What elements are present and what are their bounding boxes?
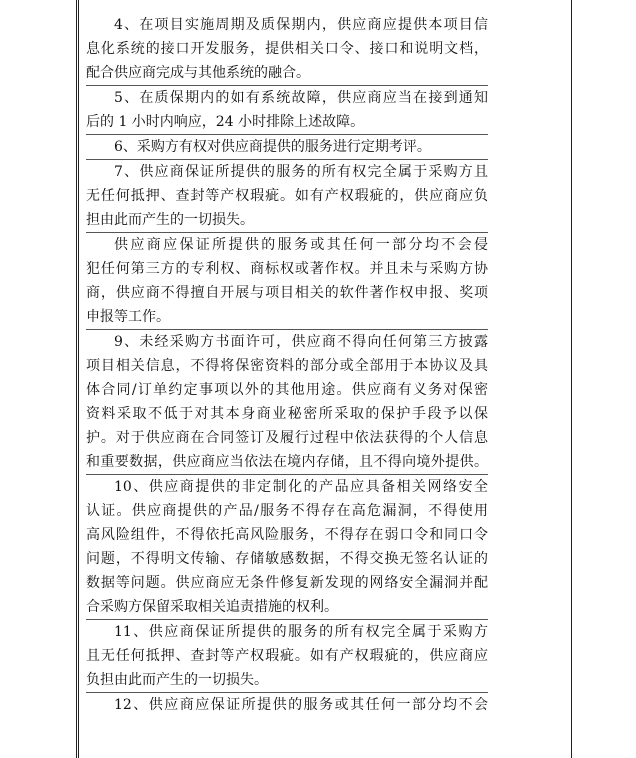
text-line: 4、在项目实施周期及质保期内，供应商应提供本项目信: [114, 17, 488, 33]
text-line: 高风险组件，不得依托高风险服务，不得存在弱口令和同口令: [86, 527, 488, 543]
clause-6: [86, 134, 488, 159]
clause-8: [86, 232, 488, 329]
text-line: 认证。供应商提供的产品/服务不得存在高危漏洞，不得使用: [86, 503, 488, 519]
text-line: 6、采购方有权对供应商提供的服务进行定期考评。: [114, 139, 431, 155]
clause-5: [86, 85, 488, 134]
text-line: 11、供应商保证所提供的服务的所有权完全属于采购方: [114, 624, 488, 640]
text-line: 担由此而产生的一切损失。: [86, 212, 254, 228]
clause-9: [86, 329, 488, 474]
text-line: 问题，不得明文传输、存储敏感数据，不得交换无签名认证的: [86, 551, 488, 567]
text-line: 犯任何第三方的专利权、商标权或著作权。并且未与采购方协: [86, 261, 488, 277]
text-line: 申报等工作。: [86, 309, 170, 325]
clause-12: [86, 692, 488, 717]
text-line: 体合同/订单约定事项以外的其他用途。供应商有义务对保密: [86, 382, 488, 398]
column-divider: [78, 0, 79, 758]
contract-terms: [86, 13, 488, 717]
text-line: 9、未经采购方书面许可，供应商不得向任何第三方披露: [114, 334, 488, 350]
text-line: 且无任何抵押、查封等产权瑕疵。如有产权瑕疵的，供应商应: [86, 648, 488, 664]
text-line: 12、供应商应保证所提供的服务或其任何一部分均不会: [114, 697, 488, 713]
text-line: 护。对于供应商在合同签订及履行过程中依法获得的个人信息: [86, 430, 488, 446]
text-line: 和重要数据，供应商应当依法在境内存储，且不得向境外提供。: [86, 454, 488, 470]
text-line: 无任何抵押、查封等产权瑕疵。如有产权瑕疵的，供应商应负: [86, 188, 488, 204]
text-line: 7、供应商保证所提供的服务的所有权完全属于采购方且: [114, 164, 488, 180]
clause-11: [86, 619, 488, 692]
text-line: 配合供应商完成与其他系统的融合。: [86, 65, 310, 81]
text-line: 资料采取不低于对其本身商业秘密所采取的保护手段予以保: [86, 406, 488, 422]
text-line: 5、在质保期内的如有系统故障，供应商应当在接到通知: [114, 90, 488, 106]
text-line: 负担由此而产生的一切损失。: [86, 672, 268, 688]
text-line: 项目相关信息，不得将保密资料的部分或全部用于本协议及具: [86, 358, 488, 374]
clause-10: [86, 474, 488, 619]
text-line: 供应商应保证所提供的服务或其任何一部分均不会侵: [114, 237, 488, 253]
text-line: 息化系统的接口开发服务，提供相关口令、接口和说明文档，: [86, 41, 488, 57]
text-line: 合采购方保留采取相关追责措施的权利。: [86, 599, 338, 615]
clause-4: [86, 13, 488, 85]
text-line: 10、供应商提供的非定制化的产品应具备相关网络安全: [114, 479, 488, 495]
clause-7: [86, 159, 488, 232]
text-line: 后的 1 小时内响应，24 小时排除上述故障。: [86, 114, 365, 130]
text-line: 数据等问题。供应商应无条件修复新发现的网络安全漏洞并配: [86, 575, 488, 591]
text-line: 商，供应商不得擅自开展与项目相关的软件著作权申报、奖项: [86, 285, 488, 301]
